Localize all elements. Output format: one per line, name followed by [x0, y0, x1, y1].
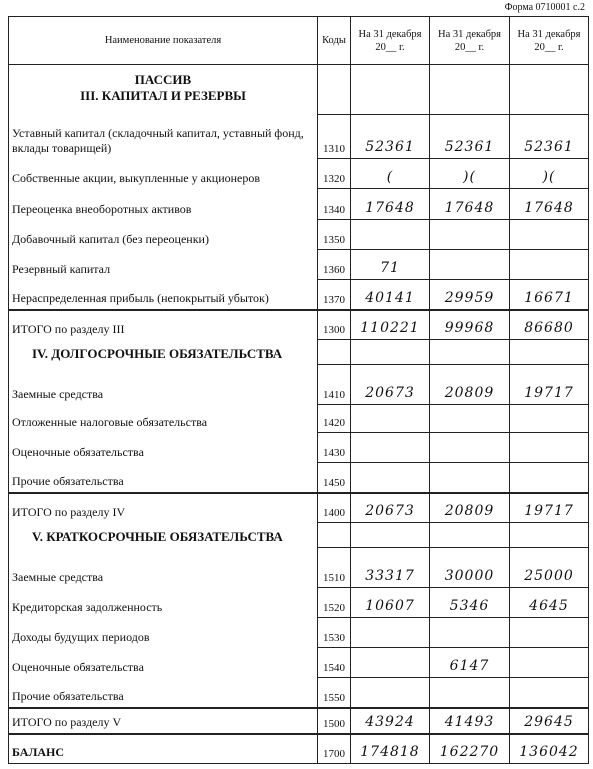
- table-row: [9, 250, 589, 280]
- row-value-1: [351, 433, 430, 463]
- row-code: 1430: [318, 433, 351, 463]
- row-value-1: 174818: [351, 734, 430, 764]
- row-name: Прочие обязательства: [9, 463, 318, 493]
- row-value-1: [351, 618, 430, 648]
- row-value-3: 19717: [510, 493, 589, 523]
- row-value-1: [351, 678, 430, 708]
- row-code: 1320: [318, 159, 351, 189]
- row-code: 1360: [318, 250, 351, 280]
- row-name: Прочие обязательства: [9, 678, 318, 708]
- row-name: ИТОГО по разделу IV: [9, 493, 318, 523]
- row-code: 1400: [318, 493, 351, 523]
- table-row: [9, 220, 589, 250]
- row-code: 1450: [318, 463, 351, 493]
- row-code: 1540: [318, 648, 351, 678]
- row-value-3: 136042: [510, 734, 589, 764]
- header-col2: На 31 декабря 20__ г.: [430, 17, 510, 65]
- row-value-3: 25000: [510, 548, 589, 588]
- row-value-2: [430, 678, 510, 708]
- row-value-1: 33317: [351, 548, 430, 588]
- section3-heading: ПАССИВ III. КАПИТАЛ И РЕЗЕРВЫ: [9, 65, 318, 115]
- section-heading-row: [9, 523, 589, 548]
- row-code: 1520: [318, 588, 351, 618]
- table-row: [9, 734, 589, 764]
- row-code: 1500: [318, 708, 351, 734]
- row-value-3: [510, 463, 589, 493]
- row-name: ИТОГО по разделу V: [9, 708, 318, 734]
- row-value-2: [430, 405, 510, 433]
- row-value-1: 20673: [351, 493, 430, 523]
- row-value-2: [430, 433, 510, 463]
- row-value-3: [510, 250, 589, 280]
- row-name: Резервный капитал: [9, 250, 318, 280]
- table-row: [9, 115, 589, 159]
- row-value-3: 19717: [510, 365, 589, 405]
- row-value-1: [351, 405, 430, 433]
- row-code: 1550: [318, 678, 351, 708]
- row-value-3: [510, 433, 589, 463]
- row-value-2: 162270: [430, 734, 510, 764]
- table-row: [9, 588, 589, 618]
- table-row: [9, 280, 589, 310]
- row-value-1: 71: [351, 250, 430, 280]
- table-row: [9, 365, 589, 405]
- header-col3: На 31 декабря 20__ г.: [510, 17, 589, 65]
- header-col1: На 31 декабря 20__ г.: [351, 17, 430, 65]
- balance-sheet-table: [8, 16, 589, 764]
- row-name: Заемные средства: [9, 365, 318, 405]
- row-name: Добавочный капитал (без переоценки): [9, 220, 318, 250]
- row-value-1: (: [351, 159, 430, 189]
- row-code: 1410: [318, 365, 351, 405]
- row-code: 1350: [318, 220, 351, 250]
- table-row: [9, 493, 589, 523]
- row-value-1: 40141: [351, 280, 430, 310]
- row-value-2: 30000: [430, 548, 510, 588]
- table-row: [9, 678, 589, 708]
- row-value-3: [510, 678, 589, 708]
- row-value-3: [510, 618, 589, 648]
- row-value-3: [510, 220, 589, 250]
- row-name: Собственные акции, выкупленные у акционеров: [9, 159, 318, 189]
- row-value-1: [351, 648, 430, 678]
- row-value-1: 10607: [351, 588, 430, 618]
- row-name: Отложенные налоговые обязательства: [9, 405, 318, 433]
- table-row: [9, 618, 589, 648]
- row-value-1: [351, 463, 430, 493]
- table-row: [9, 405, 589, 433]
- row-code: 1700: [318, 734, 351, 764]
- row-value-3: 16671: [510, 280, 589, 310]
- row-value-2: )(: [430, 159, 510, 189]
- row-value-2: 29959: [430, 280, 510, 310]
- table-row: [9, 189, 589, 220]
- row-value-2: 6147: [430, 648, 510, 678]
- row-name: Заемные средства: [9, 548, 318, 588]
- row-value-1: 20673: [351, 365, 430, 405]
- section-heading-row: [9, 65, 589, 115]
- row-value-3: [510, 648, 589, 678]
- row-value-2: 17648: [430, 189, 510, 220]
- table-row: [9, 159, 589, 189]
- row-value-3: 17648: [510, 189, 589, 220]
- row-name: Кредиторская задолженность: [9, 588, 318, 618]
- row-code: 1300: [318, 310, 351, 340]
- row-value-2: 5346: [430, 588, 510, 618]
- table-row: [9, 433, 589, 463]
- row-value-2: [430, 463, 510, 493]
- section4-heading: IV. ДОЛГОСРОЧНЫЕ ОБЯЗАТЕЛЬСТВА: [9, 340, 318, 365]
- row-value-2: 20809: [430, 493, 510, 523]
- row-code: 1370: [318, 280, 351, 310]
- row-value-2: 99968: [430, 310, 510, 340]
- row-value-2: [430, 220, 510, 250]
- table-row: [9, 548, 589, 588]
- row-value-1: 17648: [351, 189, 430, 220]
- form-number: Форма 0710001 с.2: [504, 2, 585, 13]
- header-name: Наименование показателя: [9, 17, 318, 65]
- row-code: 1340: [318, 189, 351, 220]
- row-name: Доходы будущих периодов: [9, 618, 318, 648]
- row-value-3: 29645: [510, 708, 589, 734]
- row-name: Оценочные обязательства: [9, 648, 318, 678]
- row-value-1: [351, 220, 430, 250]
- row-value-1: 110221: [351, 310, 430, 340]
- row-name: Нераспределенная прибыль (непокрытый убыток): [9, 280, 318, 310]
- row-value-2: 41493: [430, 708, 510, 734]
- row-name: Уставный капитал (складочный капитал, уставный фонд, вклады товарищей): [9, 115, 318, 159]
- row-value-3: 86680: [510, 310, 589, 340]
- row-value-2: [430, 618, 510, 648]
- row-code: 1420: [318, 405, 351, 433]
- row-name: ИТОГО по разделу III: [9, 310, 318, 340]
- table-row: [9, 463, 589, 493]
- row-value-1: 52361: [351, 115, 430, 159]
- row-name: БАЛАНС: [9, 734, 318, 764]
- row-value-3: 4645: [510, 588, 589, 618]
- row-value-1: 43924: [351, 708, 430, 734]
- row-code: 1510: [318, 548, 351, 588]
- table-row: [9, 708, 589, 734]
- row-value-3: [510, 405, 589, 433]
- row-name: Переоценка внеоборотных активов: [9, 189, 318, 220]
- row-value-2: 20809: [430, 365, 510, 405]
- table-row: [9, 648, 589, 678]
- table-header-row: [9, 17, 589, 65]
- row-value-2: [430, 250, 510, 280]
- row-value-3: )(: [510, 159, 589, 189]
- header-code: Коды: [318, 17, 351, 65]
- row-value-3: 52361: [510, 115, 589, 159]
- row-code: 1310: [318, 115, 351, 159]
- table-row: [9, 310, 589, 340]
- section-heading-row: [9, 340, 589, 365]
- row-value-2: 52361: [430, 115, 510, 159]
- row-code: 1530: [318, 618, 351, 648]
- section5-heading: V. КРАТКОСРОЧНЫЕ ОБЯЗАТЕЛЬСТВА: [9, 523, 318, 548]
- row-name: Оценочные обязательства: [9, 433, 318, 463]
